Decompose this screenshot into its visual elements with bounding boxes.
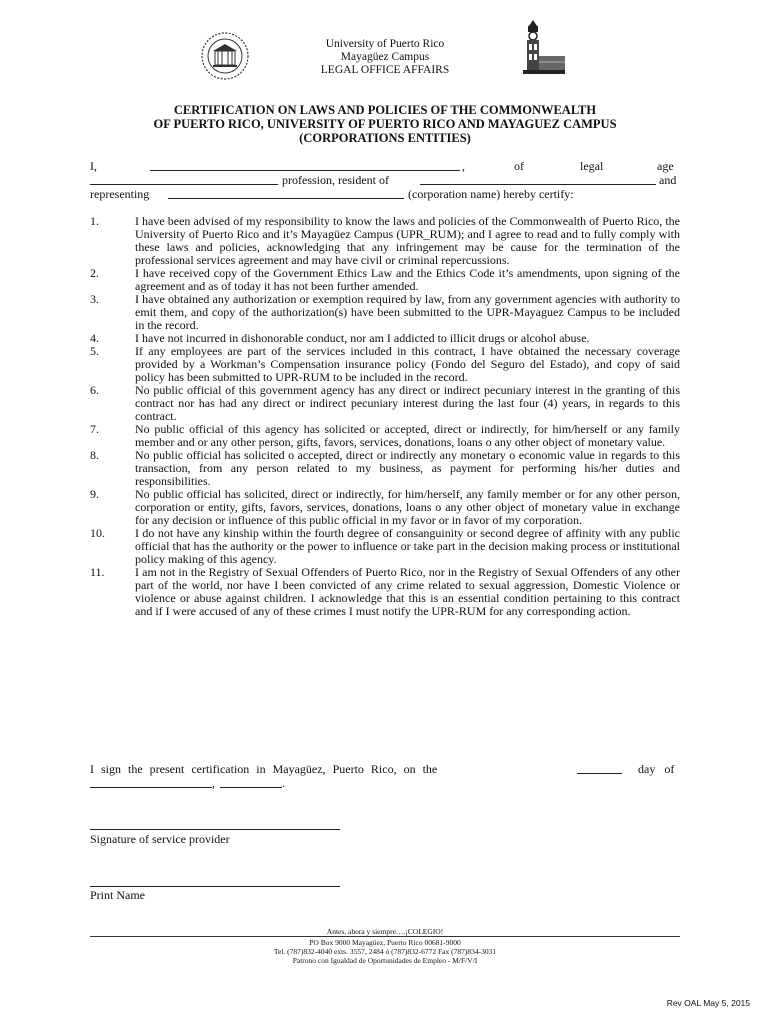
profession-field[interactable] (90, 174, 278, 185)
list-item: 2. I have received copy of the Government Ethics Law and the Ethics Code it’s amendments, upon signing of the agreement and as of today it has not been further amended. (90, 266, 680, 293)
footer-employer: Patrono con Igualdad de Oportunidades de Empleo - M/F/V/I (292, 956, 478, 965)
intro-of: of (514, 159, 524, 173)
footer-motto: Antes, ahora y siempre….¡COLEGIO! (326, 927, 444, 936)
intro-i: I, (90, 159, 97, 173)
intro-line-3 (90, 188, 680, 201)
signing-day-of: day of (638, 762, 675, 776)
document-title (85, 103, 685, 145)
list-item: 10. I do not have any kinship within the fourth degree of consanguinity or second degree of affinity with any public official that has the authority or the power to influence or take part in the decision making process or institutional policy making of this agency. (90, 526, 680, 566)
print-name-label: Print Name (90, 888, 145, 902)
campus-name: Mayagüez Campus (340, 51, 430, 63)
intro-line-1: I, , of legal age (90, 159, 674, 173)
signature-label: Signature of service provider (90, 832, 230, 846)
intro-line-2 (90, 174, 680, 187)
title-line-2: OF PUERTO RICO, UNIVERSITY OF PUERTO RICO AND MAYAGUEZ CAMPUS (153, 117, 617, 131)
clock-tower-icon (515, 20, 565, 80)
intro-and: and (659, 173, 677, 187)
title-line-3: (CORPORATIONS ENTITIES) (299, 131, 471, 145)
signing-comma: , (212, 776, 215, 790)
signing-line-2 (90, 777, 680, 790)
list-item: 11. I am not in the Registry of Sexual Offenders of Puerto Rico, nor in the Registry of Sexual Offenders of any other part of the world, nor have I been convicted of any crime related to sexual aggression, Domestic Violence or violence or abuse against children. I acknowledge that this is an essential condition pertaining to this contract and if I were accused of any of these crimes I must notify the UPR-RUM for any corresponding action. (90, 565, 680, 618)
list-item: 3. I have obtained any authorization or exemption required by law, from any government agencies with authority to emit them, and copy of the authorization(s) have been submitted to the UPR-Mayaguez Campus to be included in the record. (90, 292, 680, 332)
list-item: 9. No public official has solicited, direct or indirectly, for him/herself, any family member or for any other person, corporation or entity, gifts, favors, services, donations, loans o any other object of monetary value in exchange for any decision or influence of this public official in my favor or in favor of my corporation. (90, 487, 680, 527)
name-field[interactable] (150, 160, 460, 171)
footer-phone: Tel. (787)832-4040 exts. 3557, 2484 ó (787)832-6772 Fax (787)834-3031 (273, 947, 497, 956)
footer-divider (90, 936, 680, 937)
letterhead (250, 38, 520, 77)
year-field[interactable] (220, 777, 282, 788)
signing-text: I sign the present certification in Mayagüez, Puerto Rico, on the (90, 762, 438, 776)
signing-period: . (282, 776, 285, 790)
day-field[interactable] (577, 763, 622, 774)
signing-line-1 (90, 763, 680, 776)
corporation-field[interactable] (168, 188, 404, 199)
office-name: LEGAL OFFICE AFFAIRS (320, 64, 450, 76)
signature-line[interactable] (90, 829, 340, 830)
residence-field[interactable] (420, 174, 656, 185)
intro-corporation: (corporation name) hereby certify: (408, 187, 574, 201)
month-field[interactable] (90, 777, 212, 788)
list-item: 7. No public official of this agency has solicited or accepted, direct or indirectly, for him/herself or any family member and or any other person, gifts, favors, services, donations, loans o any other object of monetary value. (90, 422, 680, 449)
title-line-1: CERTIFICATION ON LAWS AND POLICIES OF THE COMMONWEALTH (173, 103, 597, 117)
list-item: 8. No public official has solicited o accepted, direct or indirectly any monetary o economic value in regards to this transaction, from any person related to my business, as payment for performing his/her duties and responsibilities. (90, 448, 680, 488)
revision-label: Rev OAL May 5, 2015 (666, 998, 750, 1008)
list-item: 5. If any employees are part of the services included in this contract, I have obtained the necessary coverage provided by a Workman’s Compensation insurance policy (Fondo del Seguro del Estado), and copy of said policy has been submitted to UPR-RUM to be included in the record. (90, 344, 680, 384)
intro-age: age (657, 159, 674, 173)
certification-list (90, 215, 680, 618)
print-name-line[interactable] (90, 886, 340, 887)
university-seal-icon (200, 31, 250, 81)
intro-representing: representing (90, 187, 150, 201)
footer-address: PO Box 9000 Mayagüez, Puerto Rico 00681-9000 (309, 938, 461, 947)
list-item: 1. I have been advised of my responsibility to know the laws and policies of the Commonwealth of Puerto Rico, the University of Puerto Rico and it’s Mayagüez Campus (UPR_RUM); and I agree to read and to fully comply with these laws and policies, acknowledging that any infringement may be cause for the termination of the professional services agreement and may have civil or criminal repercussions. (90, 214, 680, 267)
university-name: University of Puerto Rico (325, 38, 445, 50)
intro-legal: legal (580, 159, 604, 173)
list-item: 4. I have not incurred in dishonorable conduct, nor am I addicted to illicit drugs or alcohol abuse. (90, 331, 590, 345)
list-item: 6. No public official of this government agency has any direct or indirect pecuniary interest in the granting of this contract nor has had any direct or indirect pecuniary interest during the last four (4) years, in regards to this contract. (90, 383, 680, 423)
intro-profession: profession, resident of (282, 173, 389, 187)
